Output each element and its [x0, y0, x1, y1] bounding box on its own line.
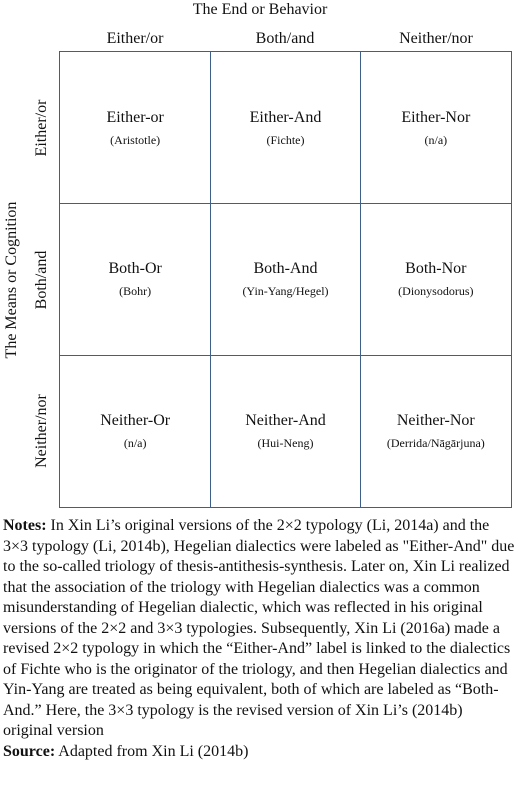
means-cognition-title: The Means or Cognition: [3, 201, 20, 359]
column-header-both-and: Both/and: [255, 30, 315, 47]
cell-label: Either-And: [249, 108, 322, 126]
cell-label: Either-or: [106, 108, 164, 126]
cell-either-and: [210, 51, 362, 204]
row-header-either-or: Either/or: [33, 99, 50, 157]
cell-example: (Dionysodorus): [398, 284, 474, 299]
row-header-both-and: Both/and: [33, 250, 50, 310]
cell-example: (Bohr): [119, 284, 152, 299]
source-text: Adapted from Xin Li (2014b): [55, 742, 249, 760]
cell-example: (Derrida/Nāgārjuna): [386, 436, 485, 451]
cell-label: Neither-Nor: [396, 412, 475, 430]
caption: [3, 516, 515, 762]
end-behavior-title: The End or Behavior: [192, 1, 328, 18]
cell-example: (n/a): [424, 132, 448, 147]
cell-both-or: [59, 203, 211, 356]
cell-label: Both-Nor: [405, 260, 467, 278]
cell-label: Both-Or: [108, 260, 162, 278]
cell-example: (n/a): [123, 436, 147, 451]
cell-example: (Fichte): [266, 132, 305, 147]
notes-label: Notes:: [3, 517, 47, 534]
source-label: Source:: [3, 742, 56, 760]
source-line: [3, 742, 515, 763]
cell-both-nor: [360, 203, 512, 356]
cell-neither-or: [59, 355, 211, 508]
cell-neither-and: [210, 355, 362, 508]
cell-example: (Aristotle): [110, 132, 161, 147]
cell-example: (Yin-Yang/Hegel): [242, 284, 329, 299]
cell-example: (Hui-Neng): [257, 436, 314, 451]
cell-label: Neither-And: [245, 412, 326, 430]
cell-both-and: [210, 203, 362, 356]
notes-paragraph: [3, 516, 515, 742]
column-header-neither-nor: Neither/nor: [399, 30, 473, 47]
typology-grid: [60, 52, 511, 507]
cell-label: Neither-Or: [100, 412, 171, 430]
row-header-neither-nor: Neither/nor: [33, 394, 50, 468]
notes-text: In Xin Li’s original versions of the 2×2 typology (Li, 2014a) and the 3×3 typology (Li, 2014b), Hegelian dialectics were labeled as "Either-And" due to the so-called triology of thesis-antithesis-synthesis. Later on, Xin Li realized that the association of the triology with Hegelian dialectics was a common misunderstanding of Hegelian dialectic, which was reflected in his original versions of the 2×2 and 3×3 typologies. Subsequently, Xin Li (2016a) made a revised 2×2 typology in which the “Either-And” label is linked to the dialectics of Fichte who is the originator of the triology, and then Hegelian dialectics and Yin-Yang are treated as being equivalent, both of which are labeled as “Both-And.” Here, the 3×3 typology is the revised version of Xin Li’s (2014b) original version: [3, 517, 515, 739]
cell-label: Both-And: [253, 260, 318, 278]
cell-either-nor: [360, 51, 512, 204]
cell-label: Either-Nor: [401, 108, 471, 126]
column-header-either-or: Either/or: [106, 30, 164, 47]
cell-neither-nor: [360, 355, 512, 508]
cell-either-or: [59, 51, 211, 204]
